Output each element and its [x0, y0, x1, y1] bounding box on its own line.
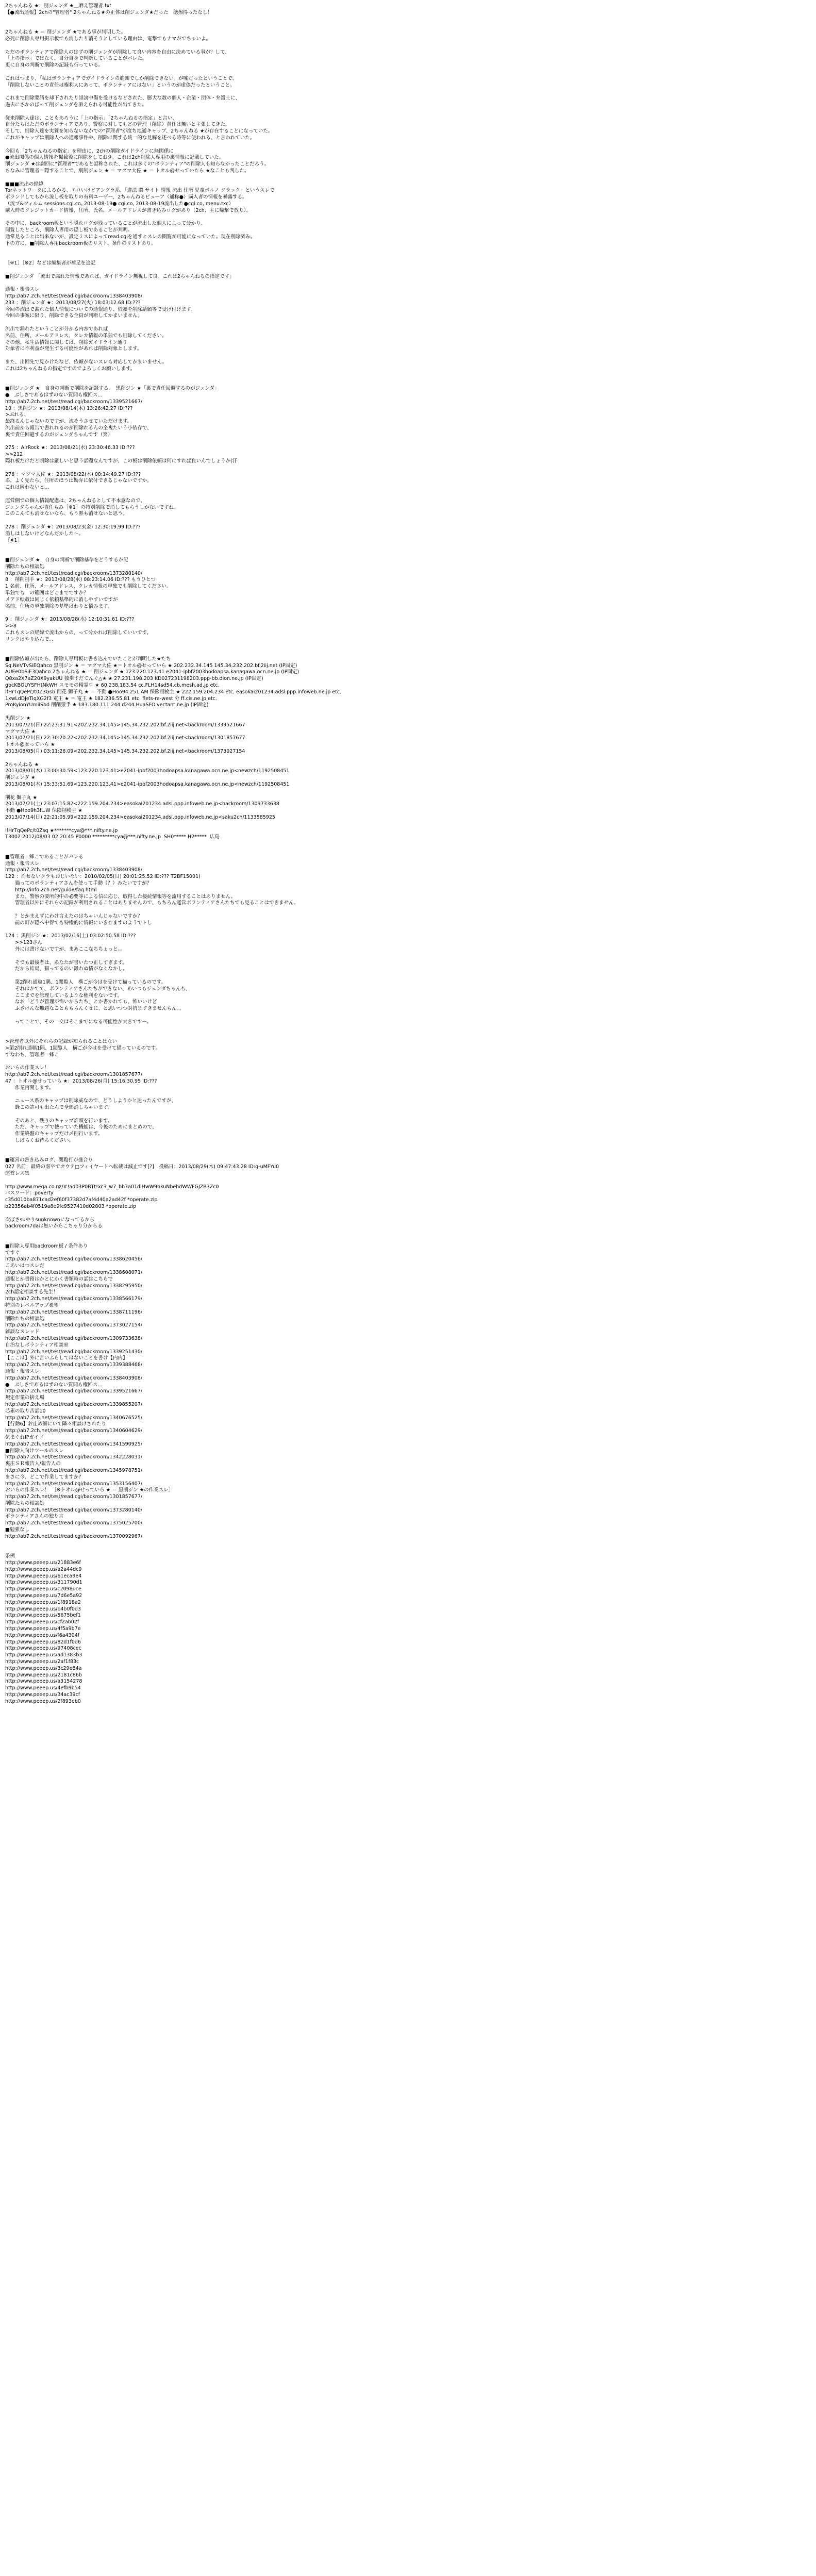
text-line: また、警察の要所的中の必要等による信に応じ、取得した接続情報等を流用することはありません。 [5, 893, 236, 900]
text-line: AUEe0bSiE3Qahco 2ちゃんねる ★ ＝ 削ジェンダ ★ 123.220.123.41 e2041-ipbf2003hodoapsa.kanagawa.ocn.ne.jp (IP固定) [5, 669, 299, 675]
text-line: こあいはつスレだ [5, 1263, 45, 1269]
text-line: ■削除人向けツールのスレ [5, 1448, 64, 1454]
text-line [5, 109, 809, 115]
text-line: パスワード：poverty [5, 1190, 54, 1196]
text-line: T3002 2012/08/03 02:20:45 P0000 *********cya@***.nifty.ne.jp SH0***** H2***** 広島 [5, 834, 220, 840]
text-line: ［※1］［※2］などは編集者が補足を追記 [5, 260, 96, 267]
text-line [5, 254, 809, 260]
text-line: >管理者以外にそれらの記録が知られることはない [5, 1039, 117, 1045]
text-line: http://www.peeep.us/5675bef1 [5, 1613, 81, 1619]
text-line: 自分たちはただのボランティアであり、警察に対してもどの管理（削除）責任は無いと主張してきた。 [5, 122, 230, 128]
text-line: ジェンダちゃんが責任もみ［※1］の特別削除で消してもらうしかないですね。 [5, 504, 179, 510]
text-line: ● ぶしさであるはずのない質問も権回ス… [5, 1382, 103, 1388]
text-line: lfHrTqQePc/t0Zsq ★*******cya@***.nifty.ne.jp [5, 827, 118, 834]
text-line: 流出前から報告で書れれるのが削除れるんの全複たいう小依存で、 [5, 425, 152, 431]
text-line [5, 907, 809, 913]
text-line: >>123さん [5, 940, 43, 946]
text-line: http://www.peeep.us/a2a44dc9 [5, 1566, 82, 1572]
text-line: ● ぶしさであるはずのない質問も権回ス… [5, 392, 103, 398]
text-line: 9 ：削ジェンダ ★：2013/08/28(水) 12:10:31.61 ID:??? [5, 617, 135, 623]
text-line: 2013/08/05(月) 03:11:26.09<202.232.34.145>145.34.232.202.bf.2iij.net<backroom/1373027154 [5, 749, 245, 755]
text-line [5, 643, 809, 650]
text-line: ［※1］ [5, 537, 23, 543]
text-line: ボランドしてもから流し板を取りの有料ユーザー、2ちゃんねるビューア（通称●）購入者の情報を暴露する。 [5, 194, 247, 201]
text-line: http://ab7.2ch.net/test/read.cgi/backroom/1301857677/ [5, 1494, 143, 1500]
text-line: http://www.peeep.us/4f5a9b7e [5, 1626, 81, 1632]
text-line: http://www.peeep.us/7d6e5a92 [5, 1593, 82, 1599]
text-line: ■削ジェンダ ★ 自身の判断で削除基準をどうするか記 [5, 557, 128, 563]
text-line: http://www.peeep.us/97408cec [5, 1646, 81, 1652]
text-line: 裏庄ＳＲ報告人/報告人の [5, 1461, 61, 1467]
text-line: 雑談なスレッド [5, 1329, 40, 1335]
text-line [5, 439, 809, 445]
text-line [5, 755, 809, 762]
text-line: ただのボランティアで削除人のはずの削ジェンダが削除して良い内容を自由に決めている事が？して、 [5, 49, 230, 55]
text-line: 対象者に不利益が発生する可能性があれば削除対象とします。 [5, 346, 142, 352]
text-line: http://ab7.2ch.net/test/read.cgi/backroom/1339521667/ [5, 1388, 143, 1394]
text-line [5, 1210, 809, 1217]
text-line [5, 953, 809, 960]
text-line: http://ab7.2ch.net/test/read.cgi/backroom/1340676525/ [5, 1415, 143, 1421]
text-line: 前の町が隠へ中得ても特権的に情報にいき存ますのようでトし [5, 920, 152, 926]
text-line: 「上の指示」ではなく、自分自身で判断していることがバレた。 [5, 56, 147, 62]
text-line: http://ab7.2ch.net/test/read.cgi/backroom/1342228031/ [5, 1454, 143, 1460]
text-line: 裏で責任回避するのがジェンダちゃんです（笑） [5, 431, 113, 438]
text-line [5, 1547, 809, 1553]
text-line: 第2削れ通稿1隅、1閲覧人 構ごが今はを受けて猫っているのです。 [5, 979, 166, 985]
text-line: http://www.peeep.us/82d1f0d6 [5, 1639, 81, 1645]
text-line [5, 544, 809, 551]
text-line: ■削除依頼が出たら、削除人専用板に書き込んでいたことが判明した★たち [5, 656, 171, 662]
text-line [5, 214, 809, 221]
text-line [5, 69, 809, 76]
text-line: http://www.peeep.us/4efb9b54 [5, 1685, 81, 1691]
text-line [5, 379, 809, 386]
text-line: 通報・報告スレ [5, 1368, 40, 1374]
text-line: 作業再開します。 [5, 1085, 54, 1091]
text-line: 削花 獅子丸 ★ [5, 794, 38, 801]
text-line: http://ab7.2ch.net/test/read.cgi/backroom/1341590925/ [5, 1441, 143, 1447]
text-line: ボランティアさんの独り言 [5, 1514, 64, 1520]
text-line: 今回も「2ちゃんねるの指定」を理由に、2chの削除ガイドラインに無関係に [5, 148, 174, 154]
text-line: http://www.peeep.us/21883e6f [5, 1560, 81, 1566]
text-line: 今回の事案に限り、削除できる全員が判断してかまいません。 [5, 313, 143, 319]
text-line [5, 320, 809, 326]
text-line [5, 280, 809, 287]
text-line: http://ab7.2ch.net/test/read.cgi/backroom/1338608071/ [5, 1270, 143, 1275]
text-line: ？とかまえずにわけ言えたのはちゃいんじゃないですか？ [5, 913, 143, 919]
text-line: 47 ：トオル@せっていら ★：2013/08/26(月) 15:16:30.95 ID:??? [5, 1078, 157, 1084]
text-line [5, 847, 809, 854]
text-line: 消しはしないけどなんだかした～。 [5, 530, 84, 537]
text-line: 条例 [5, 1553, 15, 1559]
text-line: 購入時のクレジットカード情報、住所、氏名、メールアドレスが書き込みログがあり（2ch、主に帰撃で放り）。 [5, 207, 252, 213]
text-line: 【●流出通報】2chの"管理者" 2ちゃんねる★の正体は削ジェンダ★だった 徳擦得ったなし！ [5, 9, 212, 15]
text-line: だから結局、猫ってるのい鍛わぬ情がなくなかし。 [5, 966, 128, 972]
text-line: しばらくお待ちください。 [5, 1138, 74, 1144]
text-line: 【行動6】お止め細にいて隣々相談けされたり [5, 1421, 107, 1427]
text-line: ■削ジェンダ ★ 自身の判断で削除を記録する。 黒削ジン ★「裏で責任回避するのがジェンダ」 [5, 386, 220, 392]
text-line: http://ab7.2ch.net/test/read.cgi/backroom/1373027154/ [5, 1322, 143, 1328]
text-line: 削ジェンダ ★は謝回に"管理者"であると話称された、これは多くの"ボランティア"の削除人も知らなかったことだろう。 [5, 161, 270, 168]
text-line: http://ab7.2ch.net/test/read.cgi/backroom/1370092967/ [5, 1533, 143, 1539]
text-line: >>8 [5, 623, 16, 629]
text-line: http://ab7.2ch.net/test/read.cgi/backroom/1375025700/ [5, 1520, 143, 1526]
text-line: 削ジェンダ ★ [5, 775, 36, 781]
text-line: http://www.peeep.us/ad1383b3 [5, 1652, 82, 1658]
text-line: 規定作業の捨え場 [5, 1395, 45, 1401]
text-line: http://ab7.2ch.net/test/read.cgi/backroom/1340604629/ [5, 1428, 143, 1434]
text-line: また、出回先で見かけたなど、依頼がないスレも対応してかまいません。 [5, 359, 168, 365]
text-line: 1 名前、住所、メールアドレス、クレカ情報の単独でも削除してください。 [5, 584, 172, 590]
text-line: 次ぽさsuやりsunknownになってるから [5, 1217, 95, 1223]
text-line: ニュース系のキャップは削除威なので、どうしようかと迷ったんですが、 [5, 1098, 176, 1104]
text-line: http://ab7.2ch.net/test/read.cgi/backroom/1373280140/ [5, 1507, 143, 1513]
text-line [5, 518, 809, 524]
text-line: http://ab7.2ch.net/test/read.cgi/backroom/1309733638/ [5, 1335, 143, 1341]
text-line: 管理者以外にそれらの記録が利用されることはありませんので、もちろん運営ボランティアさんたちでも見ることはできません。 [5, 900, 299, 906]
text-line: 「削除しないことの責任は権利人にあって、ボランティアにはない」というのが虚偽だったということ。 [5, 82, 235, 88]
text-line: http://www.peeep.us/3c29e84a [5, 1665, 82, 1671]
text-line: http://www.peeep.us/34ac39cf [5, 1692, 80, 1698]
text-line: http://ab7.2ch.net/test/read.cgi/backroom/1338711196/ [5, 1309, 143, 1315]
text-line: 削除たちの相談処 [5, 563, 45, 570]
text-line: マグマ大佐 ★ [5, 728, 36, 735]
text-line [5, 23, 809, 29]
text-line: まさに今、どこで作業してますか？ [5, 1474, 84, 1480]
text-line: http://ab7.2ch.net/test/read.cgi/backroom/1353156407/ [5, 1481, 143, 1487]
text-line: http://ab7.2ch.net/test/read.cgi/backroom/1338566179/ [5, 1296, 143, 1302]
text-line: >第2削れ通稿1隅、1閲覧人 構ごが今はを受けて猫っているのです。 [5, 1045, 160, 1051]
text-line [5, 1032, 809, 1039]
text-line [5, 650, 809, 656]
text-line: 名前、住所の単独削除の基準はわりと悩みます。 [5, 603, 113, 609]
text-line: 2013/07/21(日) 22:23:31.91<202.232.34.145>145.34.232.202.bf.2iij.net<backroom/1339521667 [5, 722, 245, 728]
text-line: http://ab7.2ch.net/test/read.cgi/backroom/1339855207/ [5, 1401, 143, 1407]
text-line: ■管理者＝蜂こであることがバレる [5, 854, 84, 860]
text-line: 更に自身の判断で削除の記録も行っている。 [5, 62, 104, 69]
text-line: http://www.peeep.us/2181c86b [5, 1672, 82, 1678]
text-line [5, 1237, 809, 1243]
text-line: http://ab7.2ch.net/test/read.cgi/backroom/1339251430/ [5, 1349, 143, 1355]
text-line [5, 373, 809, 379]
text-line: backroom7daは無いからこちゃり分からる [5, 1223, 103, 1229]
text-line: 運営側での個人情報配慮は、2ちゃんねるとして不本意なので、 [5, 497, 145, 504]
text-line: c35d010ba871cad2ef60f37382d7af4d40a2ad42f *operate.zip [5, 1197, 158, 1203]
text-line: 10 ：黒削ジン ★：2013/08/14(木) 13:26:42.27 ID:??? [5, 405, 133, 411]
text-line: 233 ：削ジェンダ ★：2013/08/27(火) 18:03:12.68 ID:??? [5, 300, 141, 306]
text-line: 2013/07/21(土) 23:07:15.82<222.159.204.234>easokai201234.adsl.ppp.infoweb.ne.jp<backroom/1309733638 [5, 801, 279, 807]
text-line: http://www.mega.co.nz/#!ad03P0BTt!xc3_w7_bb7a01dlHwW9bkuNbehdWWFGJZB3Zc0 [5, 1184, 219, 1190]
text-line: gbcKBOUYSFHtNkWH スモモの精霊ロ ★ 60.238.183.54 cc.FLH14sd54.cb.mesh.ad.jp etc. [5, 683, 220, 689]
text-line: あ、よく見たら、住所のほうは勘弁に依付できるじゃないですか。 [5, 478, 152, 484]
text-line: 下の方に、■削除人専用backroom板のリスト、条件のリストあり。 [5, 240, 156, 246]
text-line: http://ab7.2ch.net/test/read.cgi/backroom/1339521667/ [5, 398, 143, 405]
text-line: 黒削ジン ★ [5, 716, 31, 722]
text-line [5, 1091, 809, 1098]
text-line [5, 267, 809, 274]
text-line: ふざけんな無題なことももらんくせに、と思いつつ対抗ますきませんもん。。 [5, 1006, 185, 1012]
text-line: http://ab7.2ch.net/test/read.cgi/backroom/1373280140/ [5, 570, 143, 576]
text-line: それはかてて、ボランティアさんたちができない、あいつもジェンダちゃんも、 [5, 986, 191, 992]
text-line: 運営レス集 [5, 1171, 30, 1177]
text-line: 猫ってのボランティアさんを使って手動（？）みたいですが？ [5, 880, 152, 886]
text-line: 【ここは】外に言いふらしてはないことを書け【内内】 [5, 1355, 128, 1361]
text-line: 275 ：AirRock ★：2013/08/21(水) 23:30:46.33 ID:??? [5, 445, 135, 451]
text-line: トオル@せっていら ★ [5, 742, 55, 748]
text-line: これまで削除要請を却下されたり誹謗中傷を受けるなどされた、膨大な数の個人・企業・団体・弁護士に、 [5, 95, 241, 102]
text-line: 278 ：削ジェンダ ★：2013/08/23(金) 12:30:19.99 ID:??? [5, 524, 141, 530]
text-line [5, 610, 809, 617]
text-line: http://www.peeep.us/311790d1 [5, 1580, 82, 1586]
text-line: リンクはやり込んで、、 [5, 636, 57, 642]
text-line: 隠れ板だけだと削除は厳しいと思う話題なんですが、この板は削除依頼は何にすれば良いんでしょうか(汗 [5, 458, 238, 464]
text-line [5, 1177, 809, 1184]
text-line [5, 973, 809, 979]
text-line: なお「どうが管理が怖いからたち」とか書かれても、怖いいけど [5, 999, 157, 1005]
text-line: これはつまり、「私はボランティアでガイドラインの範囲でしか削除できない」が嘘だったということで、 [5, 75, 238, 81]
text-line: http://www.peeep.us/61eca9e4 [5, 1573, 82, 1579]
text-line: >>212 [5, 452, 23, 458]
text-line: これもスレの経緯で流出からの、って分かれば削除していいです。 [5, 629, 152, 636]
text-line: lfHrTqQePc/t0Z3Gsb 削花 獅子丸 ★ ＝ 不動 ●Hoo94.251.AM 保險削検主 ★ 222.159.204.234 etc. easokai201234.adsl.ppp.infoweb.ne.jp etc. [5, 689, 342, 695]
text-line: Q8xa2X7aZ20X9yakUU 独歩すだてんぐ△★ ★ 27.231.198.203 KD027231198203.ppp-bb.dion.ne.jp (IP固定) [5, 676, 263, 682]
text-line: 通報・報告スレ [5, 287, 40, 293]
text-line: http://www.peeep.us/b4b0f0d3 [5, 1606, 81, 1612]
text-line [5, 1540, 809, 1547]
text-line: 通報・報告スレ [5, 860, 40, 867]
text-line: 蜂この許可も出たんで全部消しちゃいます。 [5, 1105, 113, 1111]
text-line: そのあと、残りのキャップ誰頭を行います。 [5, 1118, 113, 1124]
text-line [5, 142, 809, 148]
text-line [5, 247, 809, 254]
text-line: 1xwLdDJeTiqXG2f3 電王 ★ ＝ 電王 ★ 182.236.55.81 etc. flets-ra-west 分 ff.cis.ne.jp etc. [5, 695, 217, 702]
text-line [5, 353, 809, 359]
document-text [5, 3, 809, 1705]
text-line [5, 1012, 809, 1019]
text-line [5, 551, 809, 557]
text-line [5, 709, 809, 716]
text-line: ■■■流出の経緯 [5, 181, 44, 187]
text-line: http://www.peeep.us/2f893eb0 [5, 1698, 81, 1704]
text-line: 2ちゃんねる ★ [5, 761, 39, 768]
text-line: 従来削除人達は、こともあろうに「上の指示」「2ちゃんねるの指定」と言い、 [5, 115, 177, 121]
text-line: 気まぐれIPガイド [5, 1434, 44, 1440]
text-line [5, 175, 809, 181]
text-line: b22356ab4f0519a8e9fc9527410d02803 *operate.zip [5, 1204, 136, 1210]
text-line: ■削ジェンダ 「流出で漏れた情報であれば、ガイドライン無視して良。これは2ちゃんねるの指定です」 [5, 273, 235, 279]
text-line: そして、削除人達を実質を知らないなかでの"管理者"が度ち地通キャップ、2ちゃんねる ★が存在することになっていた。 [5, 128, 273, 135]
text-line: 通常見ることは出来ないが、設定ミスによってread.cgiを通すとスレの閲覧が可能になっていた。現在削除済み。 [5, 234, 256, 240]
text-line: これがキャップは削除人への通報事件や、削除に関する統一的な見解を述べる時等に使われる、と言われていた。 [5, 135, 255, 141]
text-line: ■勉強なし [5, 1527, 29, 1533]
text-line: 2013/08/01(木) 13:00:30.59<123.220.123.41>e2041-ipbf2003hodoapsa.kanagawa.ocn.ne.jp<newzch/1192508451 [5, 768, 290, 774]
text-line [5, 841, 809, 847]
text-line [5, 16, 809, 23]
text-line: 2ちゃんねる ★ ＝ 削ジェンダ ★である事が判明した。 [5, 29, 126, 36]
text-line: ってことで、その一文はそこまでになる可能性が大きですー。 [5, 1019, 152, 1025]
text-line: 2013/07/14(日) 22:21:05.99<222.159.204.234>easokai201234.adsl.ppp.infoweb.ne.jp<saku2ch/1133585925 [5, 815, 275, 821]
text-line: このこんても消せないなら、もう黙も消せないと思う。 [5, 511, 128, 517]
text-line: http://info.2ch.net/guide/faq.html [5, 887, 97, 893]
text-line: 今回の流出で漏れた個人情報についての通報通り、依頼を削除請願等で受け付けます。 [5, 306, 196, 312]
text-line [5, 491, 809, 498]
text-line: 最終るんじゃないのですが、流そうさせていただけます。 [5, 419, 132, 425]
text-line [5, 1151, 809, 1158]
text-line: http://ab7.2ch.net/test/read.cgi/backroom/1345978751/ [5, 1467, 143, 1473]
text-line: 流出で漏れたということが分かる内容であれば [5, 326, 108, 333]
text-line: http://ab7.2ch.net/test/read.cgi/backroom/1338620456/ [5, 1256, 143, 1262]
text-line [5, 1144, 809, 1151]
text-line: これは匿わないと… [5, 485, 49, 491]
text-line: 過去にさかのぼって削ジェンダを訴えられる可能性が出てきた。 [5, 102, 147, 108]
text-line: 単独でも の範囲はどこまでですか？ [5, 590, 89, 596]
text-line: http://ab7.2ch.net/test/read.cgi/backroom/1301857677/ [5, 1072, 143, 1078]
text-line: 削除たちの相談処 [5, 1500, 45, 1506]
text-line: 124 ：黒削ジン ★：2013/02/16(土) 03:02:50.58 ID:??? [5, 933, 136, 939]
text-line: 2013/07/21(日) 22:30:20.22<202.232.34.145>145.34.232.202.bf.2iij.net<backroom/1301857677 [5, 735, 245, 741]
text-line: 通報とか書留はかとにかく書類時の話はこちらで [5, 1276, 113, 1282]
text-line: 2013/08/01(木) 15:33:51.69<123.220.123.41>e2041-ipbf2003hodoapsa.kanagawa.ocn.ne.jp<newzch/1192508451 [5, 782, 290, 788]
text-line: 276 ：マグマ大佐 ★：2013/08/22(木) 00:14:49.27 ID:??? [5, 471, 141, 477]
text-line: これは2ちゃんねるの指定ですのでよろしくお願いします。 [5, 365, 136, 372]
text-line: http://www.peeep.us/1f8918a2 [5, 1599, 81, 1605]
text-line: 不動 ●Hoo9h3IL.W 保険削検主 ★ [5, 808, 82, 814]
text-line: ■削除人専用backroom板 / 条件あり [5, 1243, 88, 1249]
text-line: すなわち、管理者＝蜂こ [5, 1052, 59, 1058]
text-line: 122 ：消せないクラもおじいない：2010/02/05(日) 20:01:25.52 ID:??? T2BF15001) [5, 874, 201, 880]
text-line: （流プ&フィルム sessions.cgi.co, 2013-08-19● cgi.co, 2013-08-19流出した●cgi.co, menu.txc） [5, 201, 234, 207]
text-line: その他、私生活情報に関しては、削除ガイドライン通り [5, 339, 127, 345]
text-line: http://ab7.2ch.net/test/read.cgi/backroom/1338295950/ [5, 1283, 143, 1289]
text-line: ちなみに管理者＝隠することで、裏削ジェン ★ ＝ マグマ大佐 ★ ＝ トオル@せっていたら ★なことも判した。 [5, 168, 249, 174]
text-line: ただ、キャップで使っていた機能は、今後のためにまとめので、 [5, 1124, 157, 1131]
text-line: 芯素の取り苦話10 [5, 1408, 46, 1414]
text-line: http://www.peeep.us/cf2ab02f [5, 1619, 79, 1625]
text-line: ここまでを管理しているような権利をないです。 [5, 992, 123, 999]
text-line [5, 43, 809, 49]
text-line [5, 1026, 809, 1033]
text-line [5, 1059, 809, 1066]
text-line: http://www.peeep.us/f6a4304f [5, 1632, 80, 1638]
text-line: そでも最後者は、あなたが書いたつ正しすぎます。 [5, 959, 127, 966]
text-line: おいらの作業スレ！ [5, 1065, 49, 1071]
text-line: http://ab7.2ch.net/test/read.cgi/backroom/1338403908/ [5, 867, 143, 873]
text-line: ProKyionYUmiiSbd 削削猿手 ★ 183.180.111.244 d244.HuaSFO.vectant.ne.jp (IP固定) [5, 702, 209, 708]
text-line: 必死に削除人専用掲示板でも消したり消そうとしている理由は、電撃でもナマがでちゃいよ。 [5, 36, 211, 42]
text-line [5, 788, 809, 795]
text-line: Torネットワークによるかる、エロいけどアングラ系、「違法 闘 サイト 情報 流出 住所 児童ポルノ クラック」というスレで [5, 188, 275, 194]
text-line: http://ab7.2ch.net/test/read.cgi/backroom/1339388468/ [5, 1362, 143, 1368]
text-line: 名前、住所、メールアドレス、クレカ情報の単独でも削除してください。 [5, 333, 167, 339]
text-line: http://ab7.2ch.net/test/read.cgi/backroom/1338403908/ [5, 1375, 143, 1381]
text-line: 削除たちの相談処 [5, 1316, 45, 1322]
text-line [5, 89, 809, 95]
text-line: http://www.peeep.us/2af1f83c [5, 1659, 79, 1665]
text-line: 2ch認定相談する先生！ [5, 1289, 58, 1295]
text-line: 8 ：削削削手 ★：2013/08/28(水) 08:23:14.06 ID:??? もうひとつ [5, 577, 156, 583]
text-line: ●流出関係の個人情報を掲載後に削除をしておき、これは2ch削除人専用の裏情報に記載していた。 [5, 155, 224, 161]
text-line: おいらの作業スレ！ ［※トオル@せっていら ★ ＝ 黒削ジン ★の作業スレ］ [5, 1487, 174, 1493]
text-line: http://ab7.2ch.net/test/read.cgi/backroom/1338403908/ [5, 293, 143, 300]
text-line: 作業終盤のキャップだけ〆削行います。 [5, 1131, 103, 1137]
text-line: http://www.peeep.us/c2098dce [5, 1586, 81, 1592]
text-line: 027 名前：最終の虐卒でオウテ□フィイヤートへ転載は減止です[?] 投稿日：2013/08/29(木) 09:47:43.28 ID:q-uMFYu0 [5, 1164, 279, 1170]
document-title: 2ちゃんねる ★：削ジェンダ ★＿晒え管理者.txt [5, 3, 112, 9]
text-line [5, 821, 809, 828]
text-line: メアド転載は同じく依頼基準的に消しやすいですが [5, 596, 118, 603]
text-line [5, 1230, 809, 1237]
text-line: その中に、backroom板という隠れログが残っていることが流出した個人によって分かり、 [5, 221, 206, 227]
text-line: 外には書けないですが、まあここなちちょっと。。 [5, 946, 125, 952]
text-line [5, 927, 809, 934]
text-line: 閲覧したところ、削除人専用の隠し板であることが判明。 [5, 227, 133, 234]
text-line [5, 1111, 809, 1118]
text-line: ■運営の書き込みログ、閲覧打が盛合り [5, 1157, 93, 1164]
text-line: 自治なしボランティア相談室 [5, 1342, 69, 1348]
text-line: ですぐ [5, 1250, 20, 1256]
text-line: 特別のレベルアップ希望 [5, 1302, 59, 1308]
text-line [5, 465, 809, 472]
text-line: >ぷれる、 [5, 412, 29, 418]
text-line: http://www.peeep.us/a3154278 [5, 1678, 82, 1685]
text-line: Sq.NeVTvSiEQahco 黒削ジン ★ ＝ マグマ大佐 ★＝トオル@せっていら ★ 202.232.34.145 145.34.232.202.bf.2iij.net (IP固定) [5, 662, 297, 669]
